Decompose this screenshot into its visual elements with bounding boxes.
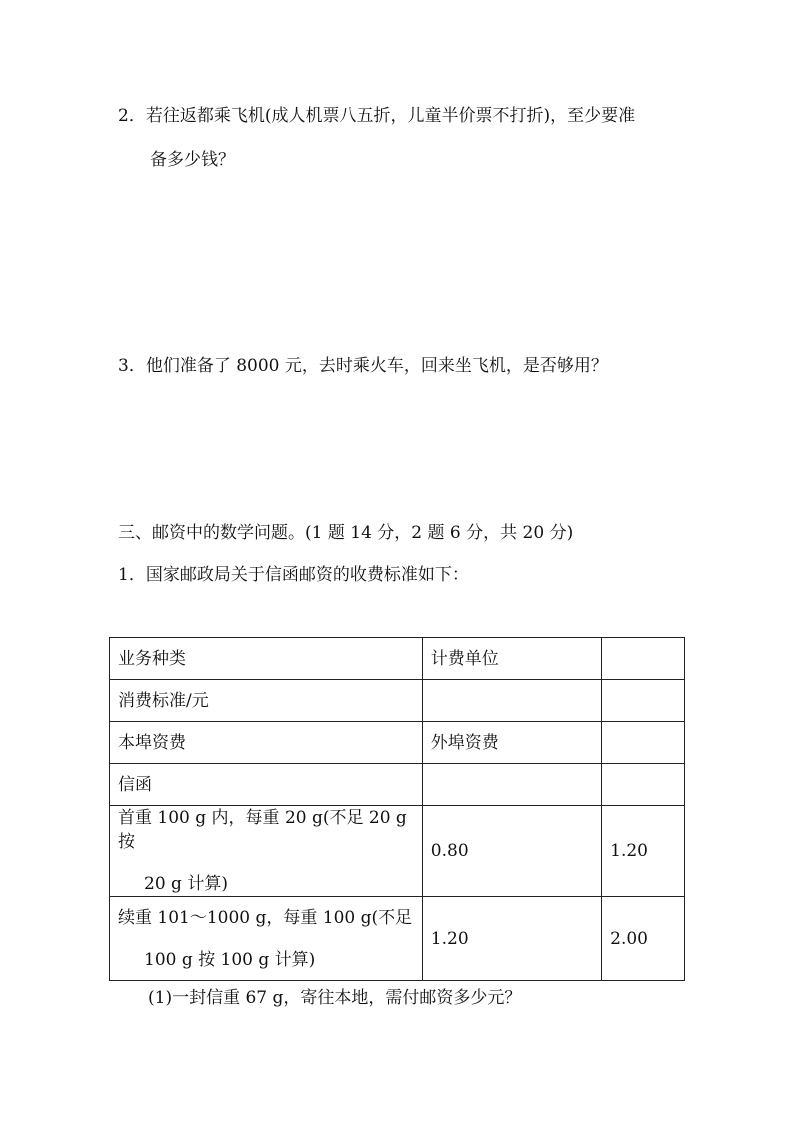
table-cell: 计费单位 xyxy=(422,638,601,680)
section-3-heading: 三、邮资中的数学问题。(1 题 14 分，2 题 6 分，共 20 分) xyxy=(118,523,574,543)
table-cell-description xyxy=(110,806,423,897)
table-cell xyxy=(422,764,601,806)
table-cell-local-fee: 0.80 xyxy=(422,806,601,897)
table-row xyxy=(110,680,685,722)
table-row xyxy=(110,897,685,981)
question-2-line-1: 2．若往返都乘飞机(成人机票八五折，儿童半价票不打折)，至少要准 xyxy=(118,106,636,126)
table-cell xyxy=(602,638,685,680)
question-1-intro: 1．国家邮政局关于信函邮资的收费标准如下： xyxy=(118,565,469,585)
table-row xyxy=(110,806,685,897)
table-cell xyxy=(602,764,685,806)
sub-question-1: (1)一封信重 67 g，寄往本地，需付邮资多少元？ xyxy=(148,988,522,1008)
table-cell: 外埠资费 xyxy=(422,722,601,764)
table-cell: 业务种类 xyxy=(110,638,423,680)
postage-fee-table xyxy=(109,637,685,981)
table-cell-description xyxy=(110,897,423,981)
table-row xyxy=(110,722,685,764)
table-cell-local-fee: 1.20 xyxy=(422,897,601,981)
question-2-line-2: 备多少钱？ xyxy=(150,150,235,170)
description-line-1: 续重 101～1000 g，每重 100 g(不足 xyxy=(118,907,413,928)
table-cell-remote-fee: 1.20 xyxy=(602,806,685,897)
table-cell-remote-fee: 2.00 xyxy=(602,897,685,981)
table-cell xyxy=(602,722,685,764)
table-row xyxy=(110,764,685,806)
table-cell xyxy=(422,680,601,722)
table-row xyxy=(110,638,685,680)
table-cell: 消费标准/元 xyxy=(110,680,423,722)
table-cell xyxy=(602,680,685,722)
description-line-1: 首重 100 g 内，每重 20 g(不足 20 g 按 xyxy=(118,808,407,852)
description-line-2: 20 g 计算) xyxy=(144,874,228,894)
table-cell: 本埠资费 xyxy=(110,722,423,764)
question-3: 3．他们准备了 8000 元，去时乘火车，回来坐飞机，是否够用？ xyxy=(118,356,608,376)
description-line-2: 100 g 按 100 g 计算) xyxy=(144,949,316,970)
table-cell: 信函 xyxy=(110,764,423,806)
